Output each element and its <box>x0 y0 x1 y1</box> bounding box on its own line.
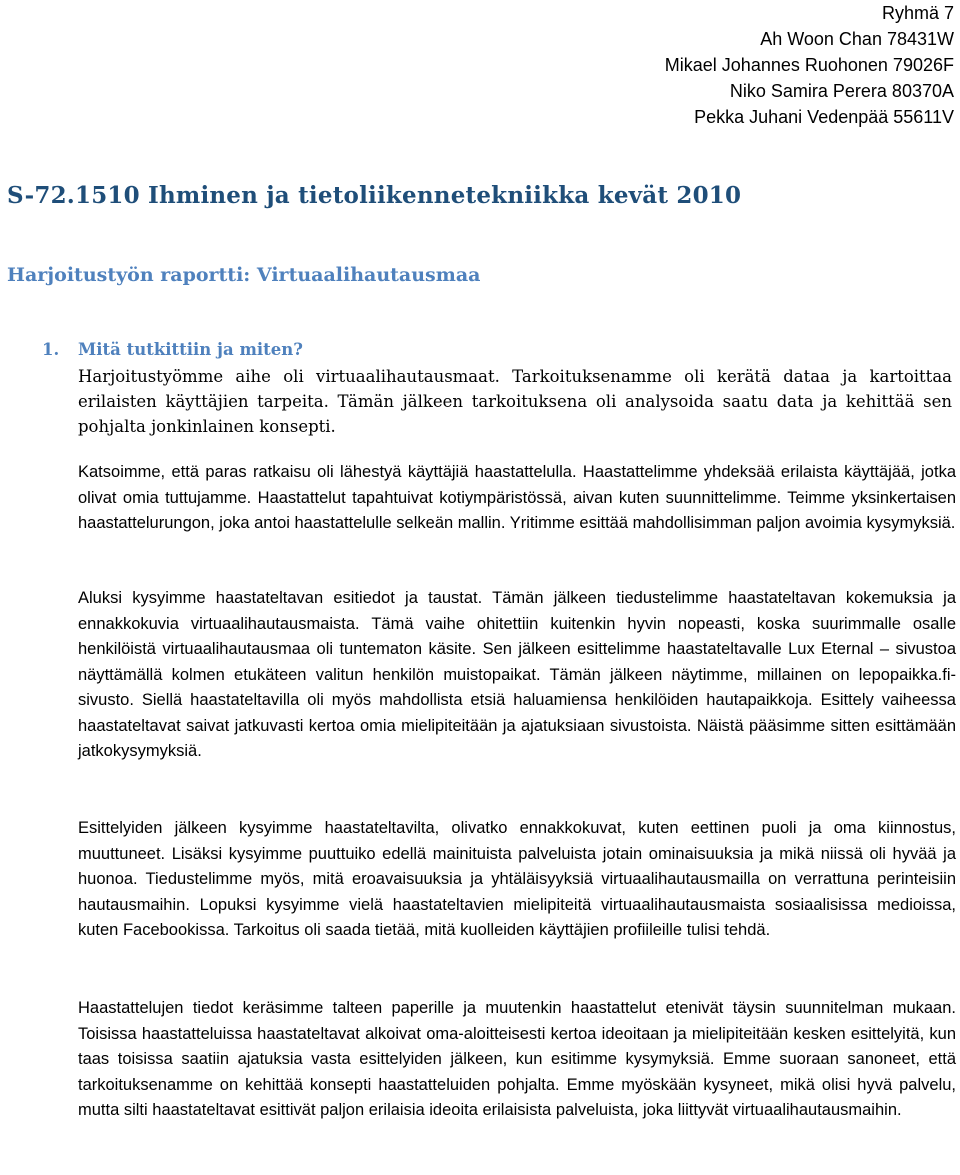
section-number: 1. <box>42 340 60 359</box>
section-heading-text: Mitä tutkittiin ja miten? <box>78 340 303 359</box>
section-heading <box>42 340 303 359</box>
body-paragraph: Aluksi kysyimme haastateltavan esitiedot ja taustat. Tämän jälkeen tiedustelimme haastateltavan kokemuksia ja ennakkokuvia virtuaalihautausmaista. Tämä vaihe ohitettiin kuitenkin hyvin nopeasti, koska suurimmalle osalle henkilöistä virtuaalihautausmaa oli tuntematon käsite. Sen jälkeen esittelimme haastateltavalle Lux Eternal – sivustoa näyttämällä kolmen etukäteen valitun henkilön muistopaikat. Tämän jälkeen näytimme, millainen on lepopaikka.fi-sivusto. Siellä haastateltavilla oli myös mahdollista etsiä haluamiensa henkilöiden hautapaikkoja. Esittely vaiheessa haastateltavat saivat jatkuvasti kertoa omia mielipiteitään ja ajatuksiaan sivustoista. Näistä pääsimme sitten esittämään jatkokysymyksiä. <box>78 589 956 760</box>
body-paragraph: Katsoimme, että paras ratkaisu oli lähestyä käyttäjiä haastattelulla. Haastattelimme yhdeksää erilaista käyttäjää, jotka olivat omia tuttujamme. Haastattelut tapahtuivat kotiympäristössä, aivan kuten suunnittelimme. Teimme yksinkertaisen haastattelurungon, joka antoi haastattelulle selkeän mallin. Yritimme esittää mahdollisimman paljon avoimia kysymyksiä. <box>78 463 956 532</box>
body-paragraph: Esittelyiden jälkeen kysyimme haastateltavilta, olivatko ennakkokuvat, kuten eettinen puoli ja oma kiinnostus, muuttuneet. Lisäksi kysyimme puuttuiko edellä mainituista palveluista jotain ominaisuuksia ja mikä niissä oli hyvää ja huonoa. Tiedustelimme myös, mitä eroavaisuuksia ja yhtäläisyyksiä virtuaalihautausmailla on verrattuna perinteisiin hautausmaihin. Lopuksi kysyimme vielä haastateltavien mielipiteitä virtuaalihautausmaista sosiaalisissa medioissa, kuten Facebookissa. Tarkoitus oli saada tietää, mitä kuolleiden käyttäjien profiileille tulisi tehdä. <box>78 819 956 939</box>
author-block <box>665 0 954 130</box>
body-paragraph: Haastattelujen tiedot keräsimme talteen paperille ja muutenkin haastattelut etenivät täysin suunnitelman mukaan. Toisissa haastatteluissa haastateltavat alkoivat oma-aloitteisesti kertoa ideoitaan ja mielipiteitään kesken esittelyitä, kun taas toisissa saatiin ajatuksia vasta esittelyiden jälkeen, kun esitimme kysymyksiä. Emme suoraan sanoneet, että tarkoituksenamme on kehittää konsepti haastatteluiden pohjalta. Emme myöskään kysyneet, mikä olisi hyvä palvelu, mutta silti haastateltavat esittivät paljon erilaisia ideoita erilaisista palveluista, joka liittyvät virtuaalihautausmaihin. <box>78 999 956 1119</box>
author-name: Niko Samira Perera 80370A <box>729 81 954 101</box>
author-name: Mikael Johannes Ruohonen 79026F <box>664 55 954 75</box>
author-name: Ah Woon Chan 78431W <box>760 29 954 49</box>
author-name: Pekka Juhani Vedenpää 55611V <box>694 107 954 127</box>
intro-paragraph: Harjoitustyömme aihe oli virtuaalihautausmaat. Tarkoituksenamme oli kerätä dataa ja kartoittaa erilaisten käyttäjien tarpeita. Tämän jälkeen tarkoituksena oli analysoida saatu data ja kehittää sen pohjalta jonkinlainen konsepti. <box>78 367 952 436</box>
group-name: Ryhmä 7 <box>881 3 954 23</box>
document-subtitle: Harjoitustyön raportti: Virtuaalihautausmaa <box>7 264 481 286</box>
document-title: S-72.1510 Ihminen ja tietoliikennetekniikka kevät 2010 <box>7 182 742 209</box>
